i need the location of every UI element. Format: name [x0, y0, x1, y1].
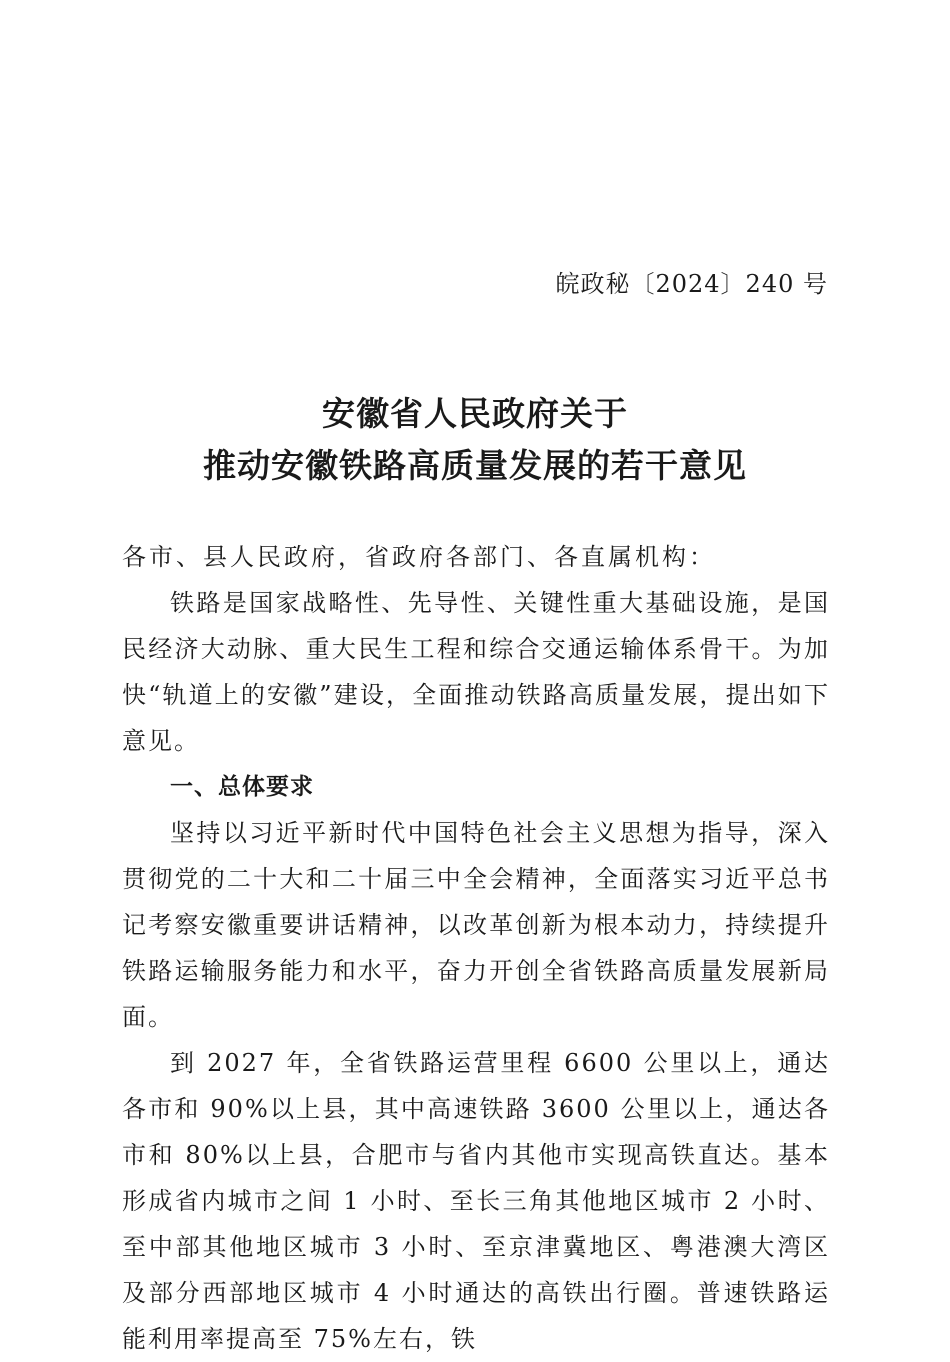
- intro-paragraph: 铁路是国家战略性、先导性、关键性重大基础设施，是国民经济大动脉、重大民生工程和综合交通运输体系骨干。为加快“轨道上的安徽”建设，全面推动铁路高质量发展，提出如下意见。: [122, 589, 830, 755]
- document-body: [122, 534, 830, 1362]
- document-number: 皖政秘〔2024〕240 号: [555, 270, 828, 298]
- section-1-paragraph-1: 坚持以习近平新时代中国特色社会主义思想为指导，深入贯彻党的二十大和二十届三中全会精神，全面落实习近平总书记考察安徽重要讲话精神，以改革创新为根本动力，持续提升铁路运输服务能力和水平，奋力开创全省铁路高质量发展新局面。: [122, 819, 830, 1031]
- document-title: [0, 388, 950, 492]
- title-line-1: 安徽省人民政府关于: [322, 394, 628, 433]
- section-heading-1: 一、总体要求: [170, 774, 314, 800]
- salutation: 各市、县人民政府，省政府各部门、各直属机构：: [122, 543, 716, 571]
- section-1-paragraph-2: 到 2027 年，全省铁路运营里程 6600 公里以上，通达各市和 90%以上县，其中高速铁路 3600 公里以上，通达各市和 80%以上县，合肥市与省内其他市实现高铁直达。基本形成省内城市之间 1 小时、至长三角其他地区城市 2 小时、至中部其他地区城市 3 小时、至京津冀地区、粤港澳大湾区及部分西部地区城市 4 小时通达的高铁出行圈。普速铁路运能利用率提高至 75%左右，铁: [122, 1049, 830, 1353]
- title-line-2: 推动安徽铁路高质量发展的若干意见: [203, 446, 747, 485]
